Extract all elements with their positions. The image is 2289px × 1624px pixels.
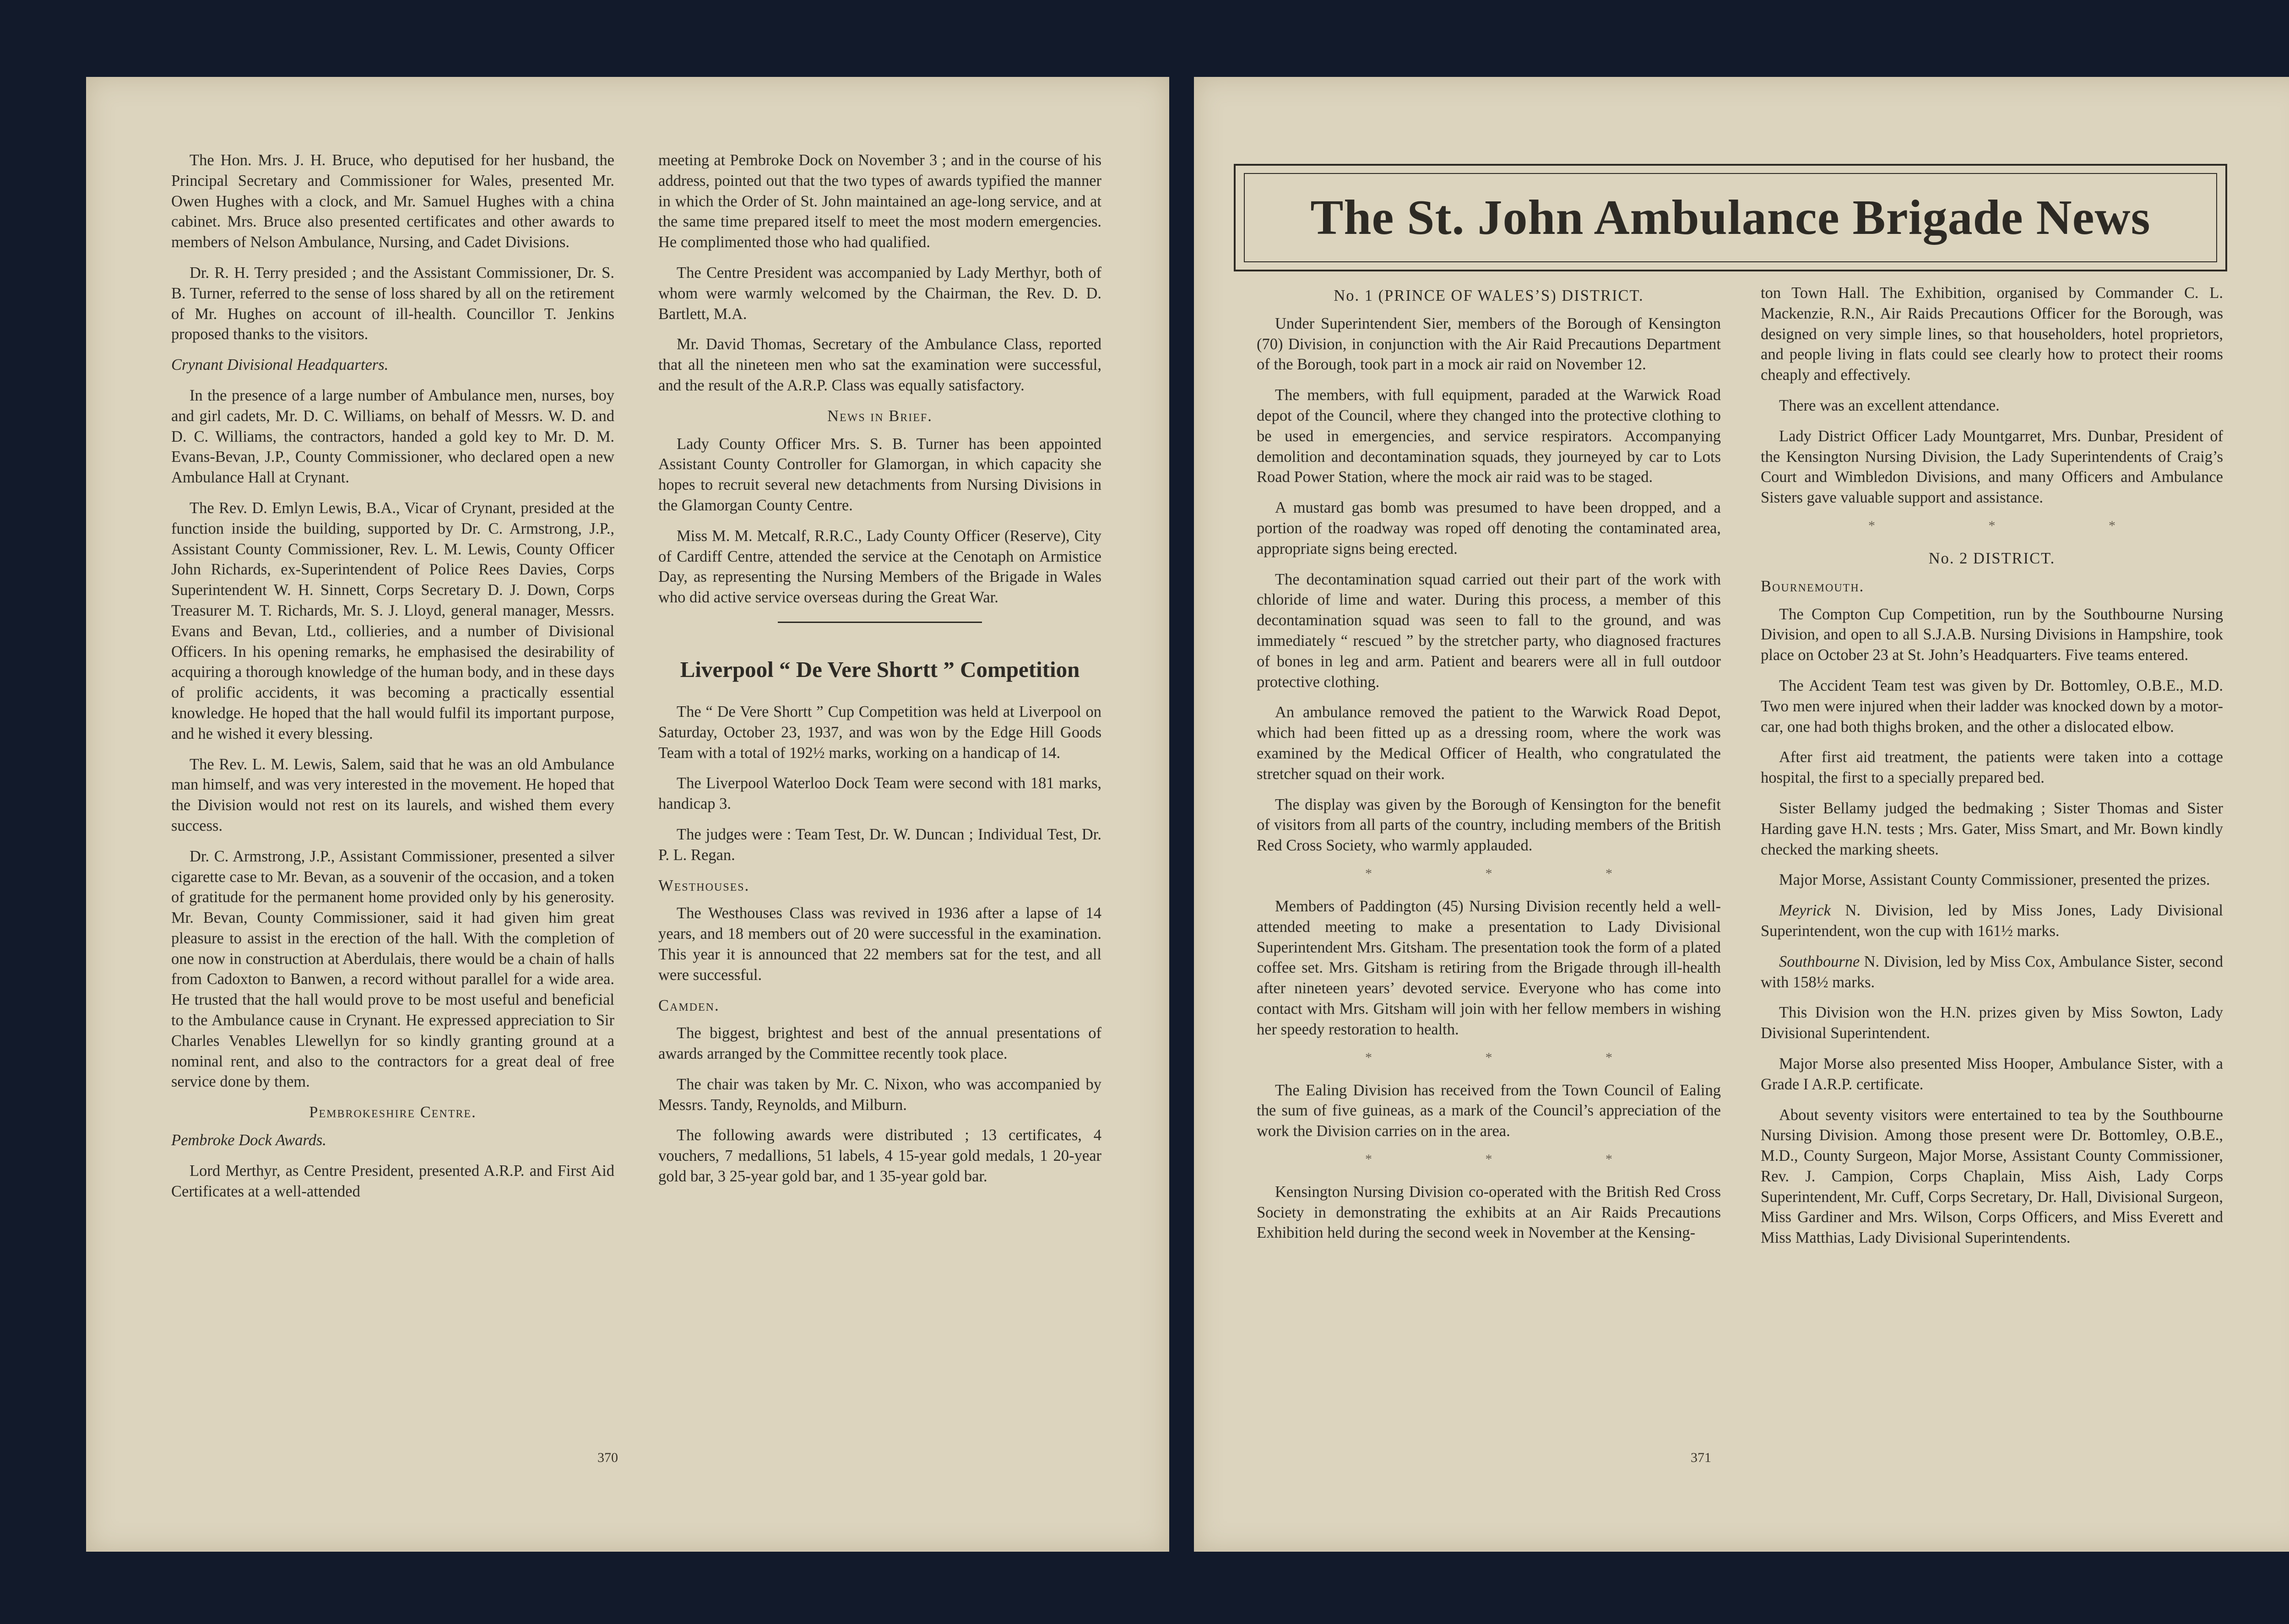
paragraph: Lady District Officer Lady Mountgarret, Mrs. Dunbar, President of the Kensington Nursing Division, the Lady Superintendents of Craig’s Court and Wimbledon Divisions, and many Officers and Ambulance Sisters gave valuable support and assistance.: [1761, 427, 2223, 507]
left-page-column-2: [658, 77, 1101, 1552]
paragraph: The Accident Team test was given by Dr. Bottomley, O.B.E., M.D. Two men were injured when their ladder was knocked down by a motor-car, one had both thighs broken, and the other a dislocated elbow.: [1761, 677, 2223, 736]
section-subheading: Pembroke Dock Awards.: [171, 1131, 326, 1149]
paragraph: Mr. David Thomas, Secretary of the Ambulance Class, reported that all the nineteen men who sat the examination were successful, and the result of the A.R.P. Class was equally satisfactory.: [658, 336, 1101, 394]
paragraph: The biggest, brightest and best of the annual presentations of awards arranged by the Committee recently took place.: [658, 1024, 1101, 1063]
section-heading: Crynant Divisional Headquarters.: [171, 356, 389, 374]
section-heading: Bournemouth.: [1761, 577, 1865, 595]
section-separator: * * *: [1365, 1151, 1667, 1167]
paragraph: The Hon. Mrs. J. H. Bruce, who deputised for her husband, the Principal Secretary and Commissioner for Wales, presented Mr. Owen Hughes with a clock, and Mr. Samuel Hughes with a china cabinet. Mrs. Bruce also presented certificates and other awards to members of Nelson Ambulance, Nursing, and Cadet Divisions.: [171, 152, 614, 251]
paragraph: A mustard gas bomb was presumed to have been dropped, and a portion of the roadway was roped off denoting the contaminated area, appropriate signs being erected.: [1257, 499, 1721, 558]
left-page: [86, 77, 1169, 1552]
left-page-column-1: [171, 77, 614, 1552]
division-name: Meyrick: [1779, 902, 1831, 920]
paragraph: After first aid treatment, the patients were taken into a cottage hospital, the first to a specially prepared bed.: [1761, 748, 2223, 787]
divider: [778, 622, 982, 623]
paragraph: The judges were : Team Test, Dr. W. Duncan ; Individual Test, Dr. P. L. Regan.: [658, 825, 1101, 864]
paragraph: The “ De Vere Shortt ” Cup Competition was held at Liverpool on Saturday, October 23, 1937, and was won by the Edge Hill Goods Team with a total of 192½ marks, working on a handicap of 14.: [658, 703, 1101, 762]
paragraph: Sister Bellamy judged the bedmaking ; Sister Thomas and Sister Harding gave H.N. tests ; Mrs. Gater, Miss Smart, and Mr. Bown kindly checked the marking sheets.: [1761, 799, 2223, 858]
section-heading: Pembrokeshire Centre.: [309, 1104, 477, 1121]
section-heading: Camden.: [658, 996, 720, 1014]
paragraph: Dr. C. Armstrong, J.P., Assistant Commissioner, presented a silver cigarette case to Mr. Bevan, as a souvenir of the occasion, and a token of gratitude for the permanent home provided only by his generosity. Mr. Bevan, County Commissioner, said it had given him great pleasure to assist in the erection of the hall. With the completion of one now in construction at Aberdulais, there would be a chain of halls from Cadoxton to Banwen, a record without parallel for a wide area. He trusted that the hall would prove to be most useful and beneficial to the Ambulance cause in Crynant. He expressed appreciation to Sir Charles Venables Llewellyn for so kindly granting ground at a nominal rent, and also to the contractors for a great deal of free service done by them.: [171, 847, 614, 1091]
paragraph: Major Morse, Assistant County Commissioner, presented the prizes.: [1779, 871, 2210, 889]
section-separator: * * *: [1365, 866, 1667, 881]
paragraph: About seventy visitors were entertained to tea by the Southbourne Nursing Division. Among those present were Dr. Bottomley, O.B.E., M.D., County Surgeon, Major Morse, Assistant County Commissioner, Rev. J. Campion, Corps Chaplain, Miss Aish, Lady Corps Superintendent, Mr. Cuff, Corps Secretary, Dr. Hall, Divisional Surgeon, Miss Gardiner and Mrs. Wilson, Corps Officers, and Miss Everett and Miss Matthias, Lady Divisional Superintendents.: [1761, 1106, 2223, 1247]
district-heading: No. 1 (PRINCE OF WALES’S) DISTRICT.: [1334, 287, 1644, 304]
section-heading: News in Brief.: [827, 407, 933, 425]
paragraph: [1761, 900, 2223, 942]
district-heading: No. 2 DISTRICT.: [1928, 549, 2056, 567]
paragraph: Miss M. M. Metcalf, R.R.C., Lady County Officer (Reserve), City of Cardiff Centre, attended the service at the Cenotaph on Armistice Day, as representing the Nursing Members of the Brigade in Wales who did active service overseas during the Great War.: [658, 527, 1101, 606]
paragraph: Major Morse also presented Miss Hooper, Ambulance Sister, with a Grade I A.R.P. certificate.: [1761, 1055, 2223, 1093]
paragraph-text: N. Division, led by Miss Jones, Lady Divisional Superintendent, won the cup with 161½ marks.: [1761, 902, 2223, 940]
paragraph: The Centre President was accompanied by Lady Merthyr, both of whom were warmly welcomed by the Chairman, the Rev. D. D. Bartlett, M.A.: [658, 264, 1101, 323]
paragraph: In the presence of a large number of Ambulance men, nurses, boy and girl cadets, Mr. D. C. Williams, on behalf of Messrs. W. D. and D. C. Williams, the contractors, handed a gold key to Mr. D. M. Evans-Bevan, J.P., County Commissioner, who declared open a new Ambulance Hall at Crynant.: [171, 386, 614, 487]
paragraph: The decontamination squad carried out their part of the work with chloride of lime and water. During this process, a member of this decontamination squad was seen to fall to the ground, and was immediately “ rescued ” by the stretcher party, who diagnosed fractures of bones in leg and arm. Patient and bearers were all in full outdoor protective clothing.: [1257, 570, 1721, 691]
section-separator: * * *: [1868, 518, 2170, 533]
section-separator: * * *: [1365, 1050, 1667, 1065]
paragraph: Under Superintendent Sier, members of the Borough of Kensington (70) Division, in conjunction with the Air Raid Precautions Department of the Borough, took part in a mock air raid on November 12.: [1257, 314, 1721, 374]
paragraph: There was an excellent attendance.: [1779, 396, 2000, 414]
paragraph: ton Town Hall. The Exhibition, organised by Commander C. L. Mackenzie, R.N., Air Raids Precautions Officer for the Borough, was designed on very simple lines, so that householders, hotel proprietors, and people living in flats could see clearly how to protect their rooms cheaply and effectively.: [1761, 284, 2223, 384]
paragraph: This Division won the H.N. prizes given by Miss Sowton, Lady Divisional Superintendent.: [1761, 1004, 2223, 1042]
paragraph: The Ealing Division has received from the Town Council of Ealing the sum of five guineas, as a mark of the Council’s appreciation of the work the Division carries on in the area.: [1257, 1081, 1721, 1140]
paragraph: The Rev. L. M. Lewis, Salem, said that he was an old Ambulance man himself, and was very interested in the movement. He hoped that the Division would not rest on its laurels, and wished them every success.: [171, 755, 614, 834]
paragraph: The display was given by the Borough of Kensington for the benefit of visitors from all parts of the country, including members of the British Red Cross Society, who warmly applauded.: [1257, 796, 1721, 855]
paragraph: The Compton Cup Competition, run by the Southbourne Nursing Division, and open to all S.J.A.B. Nursing Divisions in Hampshire, took place on October 23 at St. John’s Headquarters. Five teams entered.: [1761, 605, 2223, 664]
article-headline: Liverpool “ De Vere Shortt ” Competition: [680, 656, 1080, 682]
paragraph-text: N. Division, led by Miss Cox, Ambulance Sister, second with 158½ marks.: [1761, 953, 2223, 991]
paragraph: Lady County Officer Mrs. S. B. Turner has been appointed Assistant County Controller for Glamorgan, in which capacity she hopes to recruit several new detachments from Nursing Divisions in the Glamorgan County Centre.: [658, 435, 1101, 514]
paragraph: meeting at Pembroke Dock on November 3 ; and in the course of his address, pointed out that the two types of awards typified the manner in which the Order of St. John maintained an age-long service, and at the same time prepared itself to meet the most modern emergencies. He complimented those who had qualified.: [658, 152, 1101, 251]
paragraph: [1761, 952, 2223, 993]
paragraph: Lord Merthyr, as Centre President, presented A.R.P. and First Aid Certificates at a well-attended: [171, 1162, 614, 1200]
paragraph: The Liverpool Waterloo Dock Team were second with 181 marks, handicap 3.: [658, 774, 1101, 813]
page-number: 370: [597, 1450, 618, 1465]
right-page: [1194, 77, 2289, 1552]
division-name: Southbourne: [1779, 953, 1860, 970]
paragraph: The Westhouses Class was revived in 1936 after a lapse of 14 years, and 18 members out of 20 were successful in the examination. This year it is announced that 22 members sat for the test, and all were successful.: [658, 904, 1101, 984]
right-page-column-1: [1257, 77, 1721, 1552]
paragraph: The chair was taken by Mr. C. Nixon, who was accompanied by Messrs. Tandy, Reynolds, and Milburn.: [658, 1075, 1101, 1114]
paragraph: Dr. R. H. Terry presided ; and the Assistant Commissioner, Dr. S. B. Turner, referred to the sense of loss shared by all on the retirement of Mr. Hughes on account of ill-health. Councillor T. Jenkins proposed thanks to the visitors.: [171, 264, 614, 343]
paragraph: The members, with full equipment, paraded at the Warwick Road depot of the Council, where they changed into the protective clothing to be used in emergencies, and service respirators. Accompanying demolition and decontamination squads, they journeyed by car to Lots Road Power Station, where the mock air raid was to be staged.: [1257, 386, 1721, 486]
right-page-column-2: [1761, 77, 2223, 1552]
paragraph: The Rev. D. Emlyn Lewis, B.A., Vicar of Crynant, presided at the function inside the building, supported by Dr. C. Armstrong, J.P., Assistant County Commissioner, Rev. L. M. Lewis, County Officer John Richards, ex-Superintendent of Police Rees Davies, Corps Superintendent W. H. Sinnett, Corps Secretary D. J. Down, Corps Treasurer M. T. Richards, Mr. S. J. Lloyd, general manager, Messrs. Evans and Bevan, Ltd., collieries, and a number of Divisional Officers. In his opening remarks, he emphasised the desirability of acquiring a thorough knowledge of the human body, and in these days of prolific accidents, it was becoming a practically essential knowledge. He hoped that the hall would fulfil its important purpose, and he wished it every blessing.: [171, 499, 614, 742]
paragraph: Members of Paddington (45) Nursing Division recently held a well-attended meeting to make a presentation to Lady Divisional Superintendent Mrs. Gitsham. The presentation took the form of a plated coffee set. Mrs. Gitsham is retiring from the Brigade through ill-health after nineteen years’ devoted service. Everyone who has come into contact with Mrs. Gitsham will join with her fellow members in wishing her speedy restoration to health.: [1257, 897, 1721, 1038]
paragraph: The following awards were distributed ; 13 certificates, 4 vouchers, 7 medallions, 51 labels, 4 15-year gold medals, 1 20-year gold bar, 3 25-year gold bar, and 1 35-year gold bar.: [658, 1126, 1101, 1186]
section-heading: Westhouses.: [658, 877, 750, 894]
masthead-title: The St. John Ambulance Brigade News: [1310, 190, 2151, 245]
page-number: 371: [1691, 1450, 1711, 1465]
paragraph: An ambulance removed the patient to the Warwick Road Depot, which had been fitted up as a dressing room, where the work was examined by the Medical Officer of Health, who congratulated the stretcher squad on their work.: [1257, 704, 1721, 783]
paragraph: Kensington Nursing Division co-operated with the British Red Cross Society in demonstrating the exhibits at an Air Raids Precautions Exhibition held during the second week in November at the Kensing-: [1257, 1183, 1721, 1242]
